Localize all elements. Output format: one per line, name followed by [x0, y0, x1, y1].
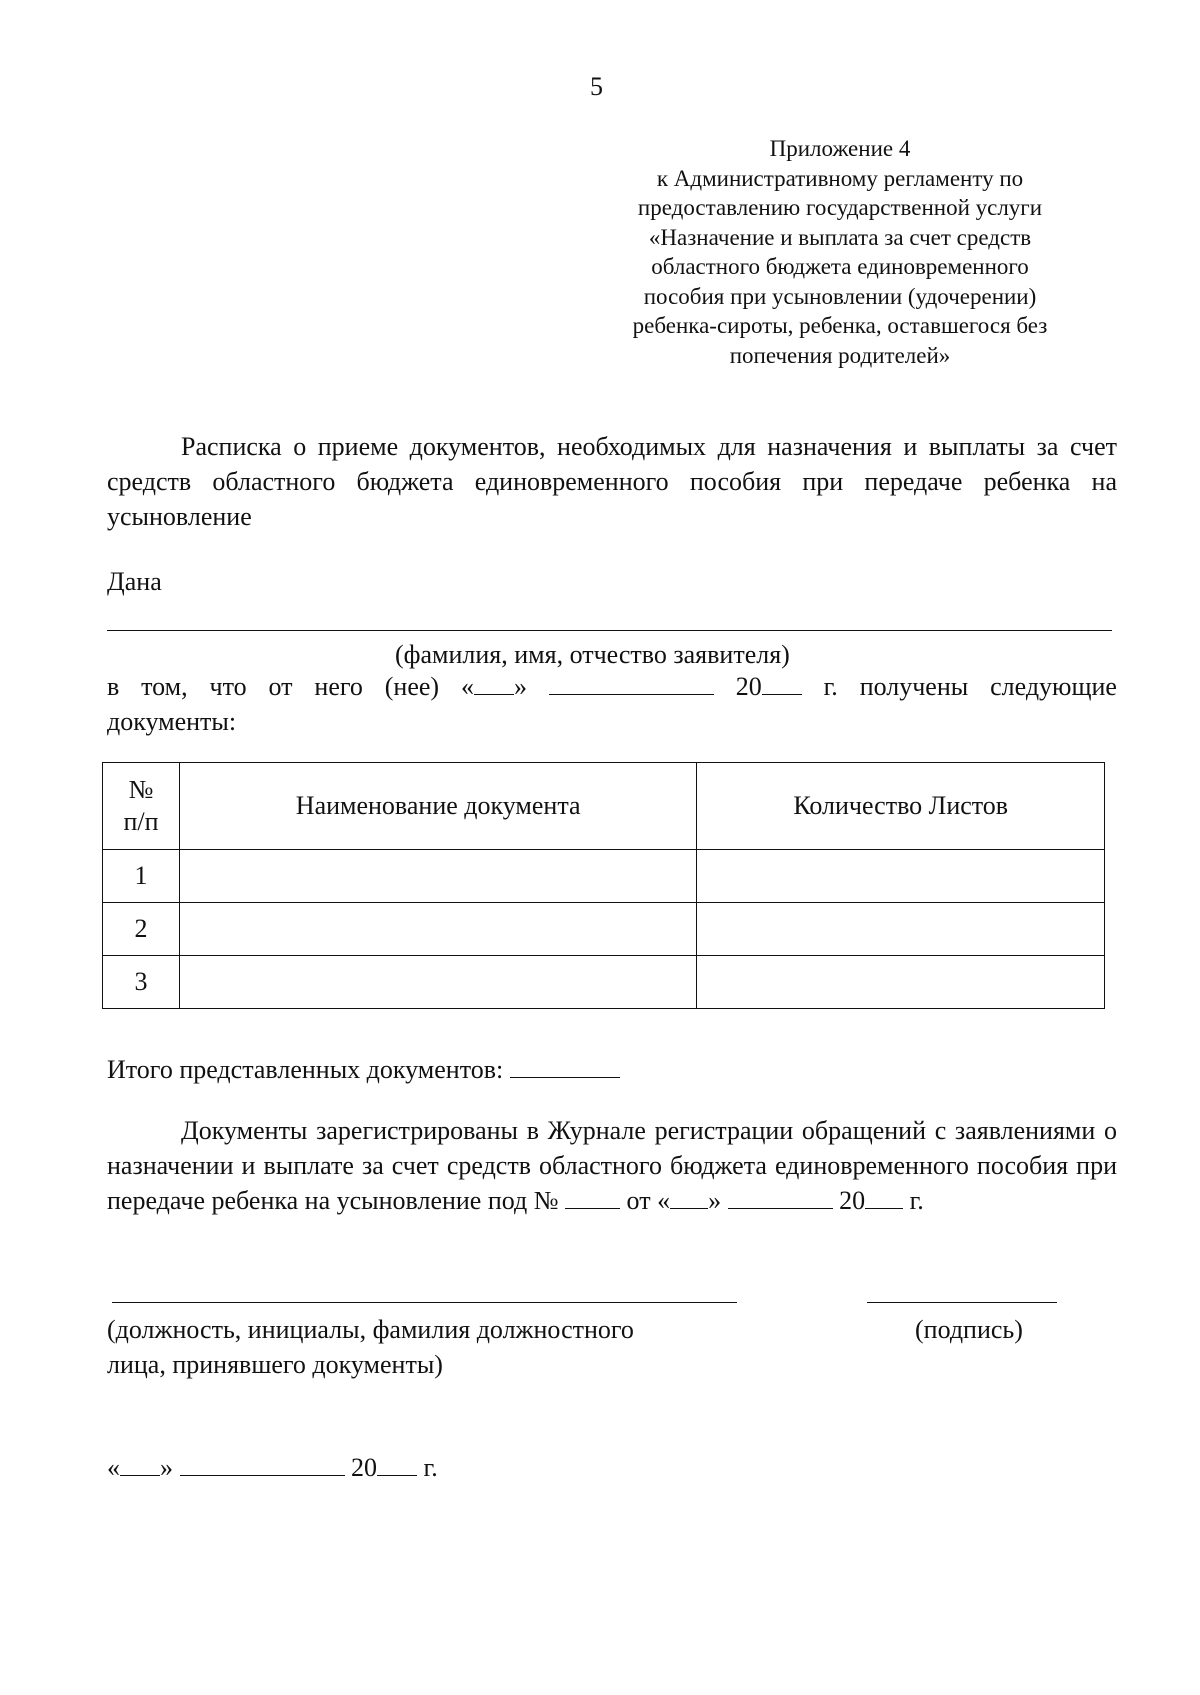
- appendix-line: к Административному регламенту по: [656, 165, 1024, 191]
- registration-from: от: [626, 1186, 651, 1215]
- column-header-number: № п/п: [103, 763, 180, 850]
- receipt-day: « »: [460, 672, 527, 701]
- received-word: от: [268, 672, 293, 701]
- given-label: Дана: [107, 567, 162, 596]
- table-cell: [179, 850, 696, 903]
- received-line: [107, 672, 1117, 702]
- appendix-line: «Назначение и выплата за счет средств: [648, 224, 1032, 250]
- table-cell: [179, 903, 696, 956]
- table-cell: [697, 956, 1105, 1009]
- registration-date: « » 20 г.: [657, 1186, 924, 1215]
- registration-paragraph: [107, 1113, 1117, 1218]
- table-cell: [697, 850, 1105, 903]
- total-documents: [107, 1055, 620, 1085]
- documents-table: [102, 762, 1105, 1009]
- appendix-line: Приложение 4: [769, 136, 911, 161]
- received-word: следующие: [990, 672, 1117, 701]
- appendix-header: [620, 134, 1060, 370]
- received-word: том,: [141, 672, 188, 701]
- total-label: Итого представленных документов:: [107, 1055, 504, 1084]
- table-row: [103, 850, 1105, 903]
- registration-text: Документы зарегистрированы в Журнале регистрации обращений с заявлениями о назначении и выплате за счет средств областного бюджета единовременного пособия при передаче ребенка на усыновление под №: [107, 1116, 1117, 1215]
- table-row: [103, 903, 1105, 956]
- received-word: в: [107, 672, 120, 701]
- final-date: « » 20 г.: [107, 1453, 438, 1482]
- table-row: [103, 956, 1105, 1009]
- applicant-name-line: [107, 630, 1112, 631]
- received-word: него: [314, 672, 363, 701]
- page-number: 5: [590, 72, 603, 101]
- document-title: Расписка о приеме документов, необходимых для назначения и выплаты за счет средств областного бюджета единовременного пособия при передаче ребенка на усыновление: [107, 432, 1117, 531]
- official-line: [112, 1302, 737, 1303]
- registration-number-blank: [565, 1186, 620, 1209]
- official-caption: (должность, инициалы, фамилия должностного лица, принявшего документы): [107, 1315, 634, 1379]
- received-word: получены: [859, 672, 969, 701]
- receipt-year: 20: [736, 672, 802, 702]
- receipt-month-blank: [549, 672, 714, 695]
- applicant-caption: (фамилия, имя, отчество заявителя): [395, 640, 790, 669]
- table-cell: [697, 903, 1105, 956]
- appendix-line: предоставлению государственной услуги: [637, 195, 1043, 220]
- signature-caption: (подпись): [915, 1315, 1023, 1344]
- appendix-line: ребенка-сироты, ребенка, оставшегося без: [632, 313, 1048, 338]
- table-header-row: [103, 763, 1105, 850]
- table-cell: 1: [103, 850, 180, 903]
- received-word: (нее): [384, 672, 440, 701]
- column-header-pages: Количество Листов: [697, 763, 1105, 850]
- table-cell: 3: [103, 956, 180, 1009]
- column-header-document: Наименование документа: [179, 763, 696, 850]
- total-blank: [510, 1055, 620, 1078]
- table-cell: [179, 956, 696, 1009]
- appendix-line: областного бюджета единовременного: [651, 254, 1029, 279]
- appendix-line: пособия при усыновлении (удочерении): [643, 283, 1037, 309]
- received-line-end: документы:: [107, 707, 237, 736]
- table-cell: 2: [103, 903, 180, 956]
- signature-line: [867, 1302, 1057, 1303]
- appendix-line: попечения родителей»: [729, 342, 951, 368]
- received-word: г.: [823, 672, 838, 701]
- received-word: что: [209, 672, 247, 701]
